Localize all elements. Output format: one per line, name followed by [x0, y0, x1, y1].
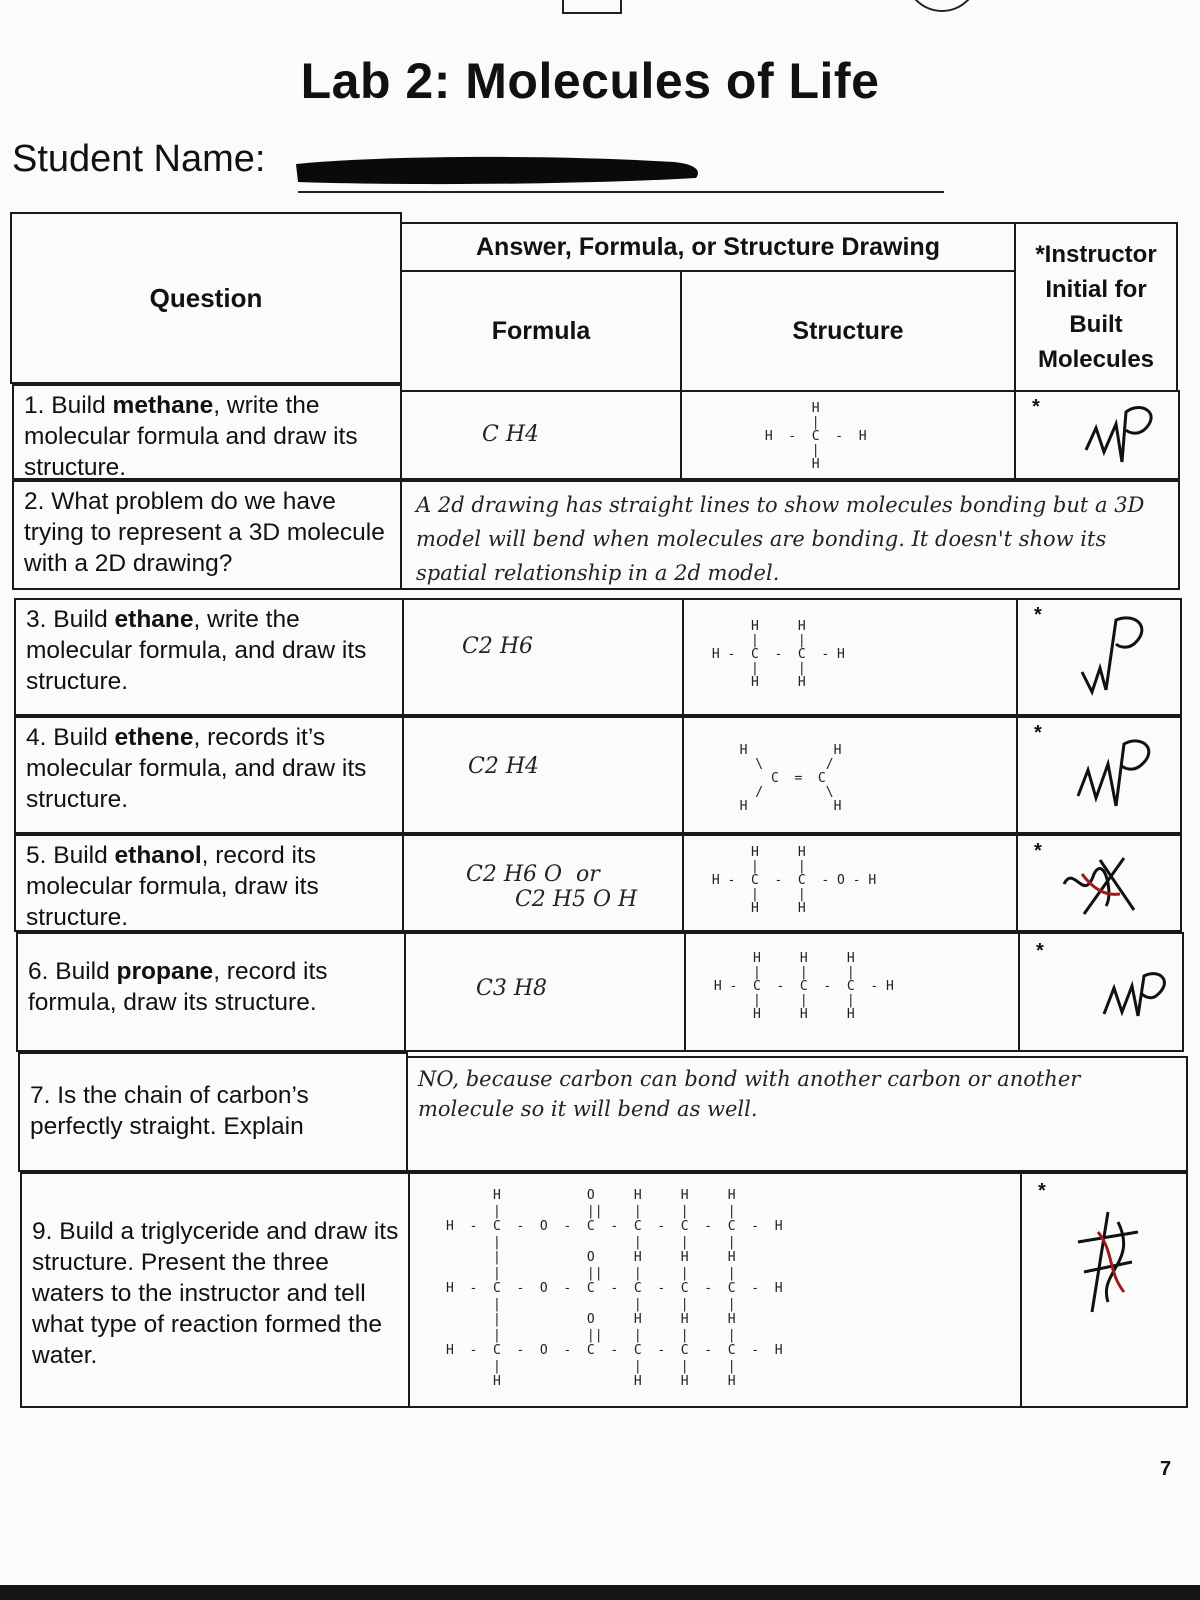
- top-edge-mark: [905, 0, 979, 12]
- instructor-initial-signature: [1076, 612, 1166, 702]
- question-9: 9. Build a triglyceride and draw its structure. Present the three waters to the instructor and tell what type of reaction formed the water.: [20, 1172, 410, 1408]
- structure-1: H | H - C - H | H: [680, 390, 1016, 480]
- initial-cell-1: *: [1014, 390, 1180, 480]
- answer-7: NO, because carbon can bond with another carbon or another molecule so it will bend as well.: [406, 1056, 1188, 1172]
- structure-9: H O H H H | || | | | H - C - O - C - C - C - C - H | | | | | O H H H | || | | | H - C - O - C - C - C - C - H | | | | | O H H H | || | | | H - C - O - C - C - C - C - H | | | | H H H H: [408, 1172, 1022, 1408]
- initial-cell-6: *: [1018, 932, 1184, 1052]
- redaction-mark: [294, 154, 704, 188]
- answer-2: A 2d drawing has straight lines to show molecules bonding but a 3D model will bend when molecules are bonding. It doesn't show its spatial relationship in a 2d model.: [400, 480, 1180, 590]
- structure-5: H H | | H - C - C - O - H | | H H: [682, 834, 1018, 932]
- initial-cell-4: *: [1016, 716, 1182, 834]
- instructor-initial-signature: [1074, 734, 1174, 814]
- top-edge-mark: [562, 0, 622, 14]
- structure-6: H H H | | | H - C - C - C - H | | | H H H: [684, 932, 1020, 1052]
- page-title: Lab 2: Molecules of Life: [300, 53, 880, 109]
- instructor-initial-signature: [1100, 968, 1180, 1028]
- formula-5: C2 H6 O or C2 H5 O H: [402, 834, 684, 932]
- initial-cell-3: *: [1016, 598, 1182, 716]
- student-name-label: Student Name:: [12, 138, 266, 180]
- formula-3: C2 H6: [402, 598, 684, 716]
- formula-1: C H4: [400, 390, 682, 480]
- question-2: 2. What problem do we have trying to represent a 3D molecule with a 2D drawing?: [12, 480, 402, 590]
- header-formula: Formula: [400, 270, 682, 392]
- header-instructor-initial: *Instructor Initial for Built Molecules: [1014, 222, 1178, 392]
- structure-3: H H | | H - C - C - H | | H H: [682, 598, 1018, 716]
- question-6: 6. Build propane, record its formula, draw its structure.: [16, 932, 406, 1052]
- question-7: 7. Is the chain of carbon’s perfectly straight. Explain: [18, 1052, 408, 1172]
- instructor-initial-signature: [1082, 400, 1172, 470]
- instructor-initial-signature: [1068, 1202, 1148, 1322]
- page-number: 7: [1160, 1458, 1172, 1480]
- initial-cell-5: *: [1016, 834, 1182, 932]
- formula-6: C3 H8: [404, 932, 686, 1052]
- student-name-underline: [298, 191, 944, 193]
- header-structure: Structure: [680, 270, 1016, 392]
- structure-4: H H \ / C = C / \ H H: [682, 716, 1018, 834]
- header-question: Question: [10, 212, 402, 384]
- question-3: 3. Build ethane, write the molecular formula, and draw its structure.: [14, 598, 404, 716]
- question-4: 4. Build ethene, records it’s molecular formula, and draw its structure.: [14, 716, 404, 834]
- instructor-initial-signature: [1054, 844, 1144, 924]
- header-answer-group: Answer, Formula, or Structure Drawing: [400, 222, 1016, 272]
- initial-cell-9: *: [1020, 1172, 1188, 1408]
- formula-4: C2 H4: [402, 716, 684, 834]
- scan-bottom-edge: [0, 1585, 1200, 1600]
- question-1: 1. Build methane, write the molecular formula and draw its structure.: [12, 384, 402, 480]
- question-5: 5. Build ethanol, record its molecular formula, draw its structure.: [14, 834, 404, 932]
